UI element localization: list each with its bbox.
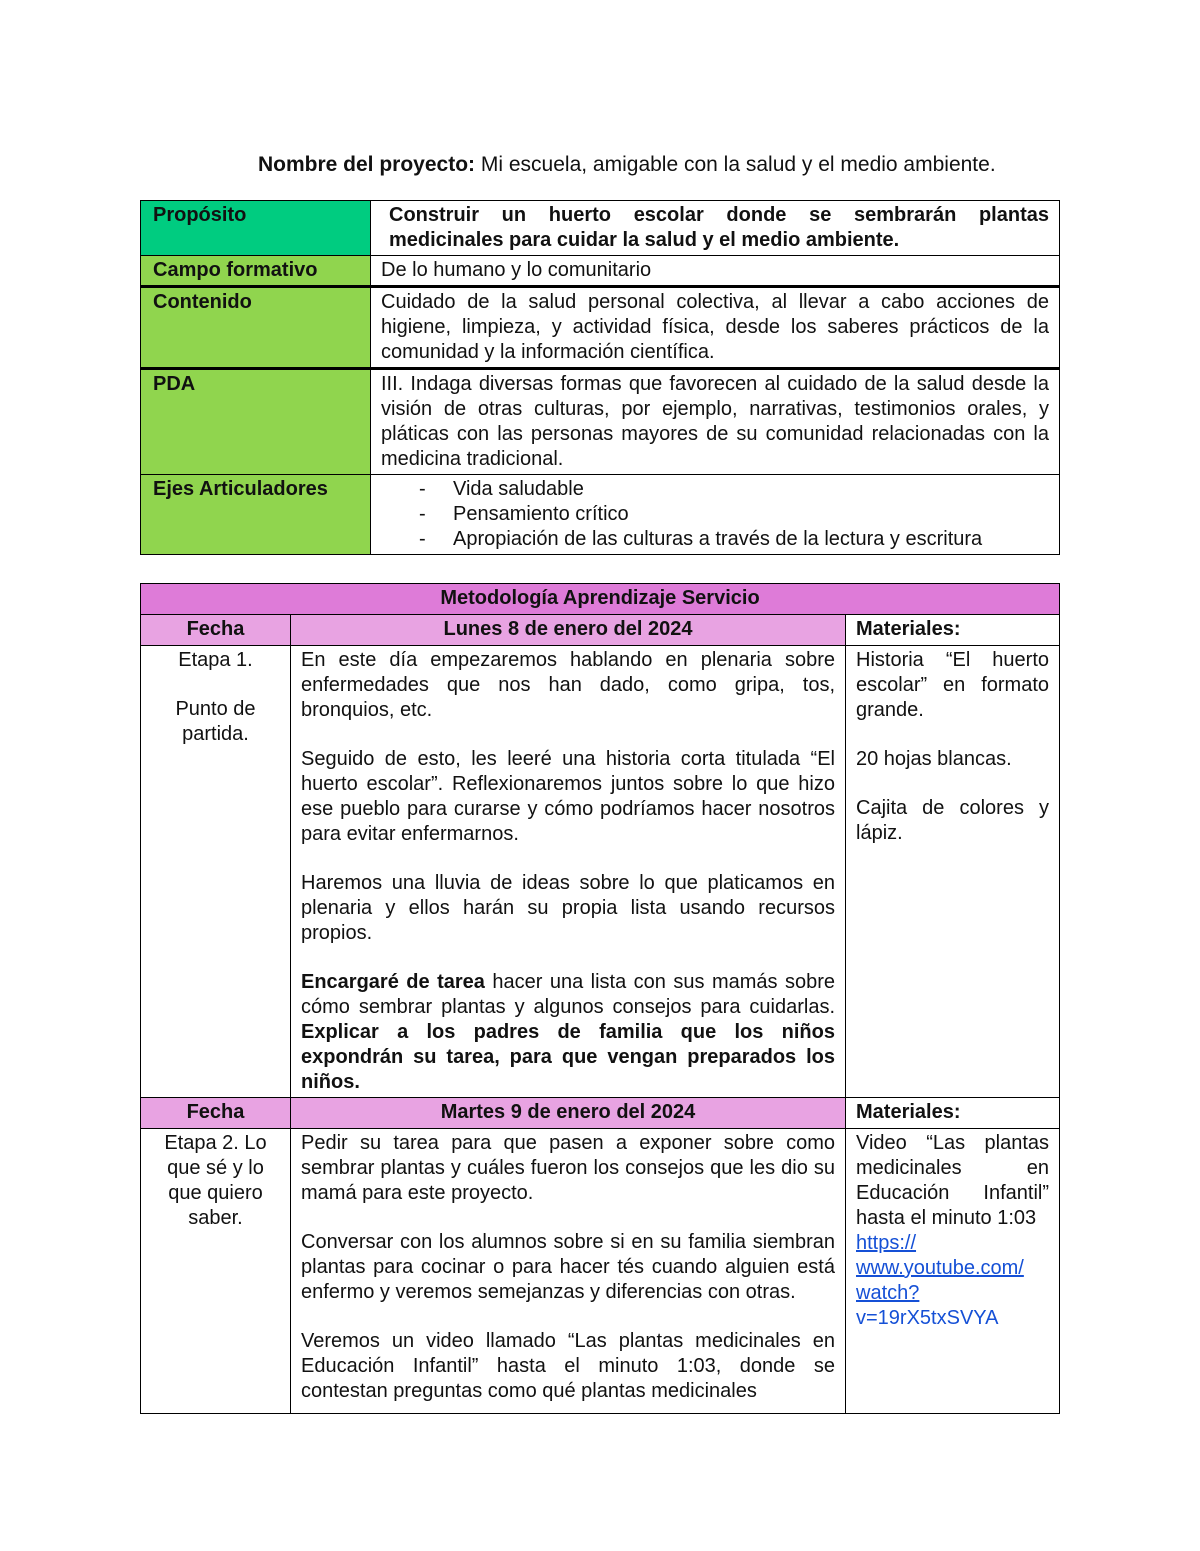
session1-fecha-label: Fecha — [141, 615, 291, 646]
session2-material-text: Video “Las plantas medicinales en Educación Infantil” hasta el minuto 1:03 — [856, 1132, 1050, 1229]
session2-paragraph: Veremos un video llamado “Las plantas medicinales en Educación Infantil” hasta el minuto 1:03, donde se contestan preguntas como qué plantas medicinales — [301, 1330, 835, 1402]
session1-paragraph: Seguido de esto, les leeré una historia corta titulada “El huerto escolar”. Reflexionaremos juntos sobre lo que hizo ese pueblo para curarse y cómo podríamos hacer nosotros para evitar enfermarnos. — [301, 748, 835, 845]
session1-header-row — [141, 615, 1060, 646]
methodology-header-row — [141, 584, 1060, 615]
youtube-link-tail[interactable]: v=19rX5txSVYA — [856, 1307, 999, 1329]
row-contenido — [141, 287, 1060, 369]
methodology-table — [140, 583, 1060, 1414]
session1-paragraph: En este día empezaremos hablando en plenaria sobre enfermedades que nos han dado, como gripa, tos, bronquios, etc. — [301, 649, 835, 721]
row-campo-formativo — [141, 256, 1060, 287]
session2-materials — [846, 1129, 1060, 1414]
ejes-list — [381, 477, 1049, 552]
label-campo-formativo: Campo formativo — [141, 256, 371, 287]
youtube-link[interactable]: https:// www.youtube.com/ watch? — [856, 1232, 1024, 1304]
session1-parents-note: Explicar a los padres de familia que los niños expondrán su tarea, para que vengan preparados los niños. — [301, 1021, 835, 1093]
session1-stage — [141, 646, 291, 1098]
label-proposito: Propósito — [141, 201, 371, 256]
session1-stage-line1: Etapa 1. — [178, 649, 253, 671]
value-contenido: Cuidado de la salud personal colectiva, al llevar a cabo acciones de higiene, limpieza, y actividad física, desde los saberes prácticos de la comunidad y la información científica. — [371, 287, 1060, 369]
project-info-table — [140, 200, 1060, 555]
label-contenido: Contenido — [141, 287, 371, 369]
session1-stage-line2: Punto de partida. — [175, 698, 256, 745]
row-pda — [141, 369, 1060, 475]
row-ejes-articuladores — [141, 475, 1060, 555]
methodology-title: Metodología Aprendizaje Servicio — [141, 584, 1060, 615]
session2-paragraph: Conversar con los alumnos sobre si en su familia siembran plantas para cocinar o para hacer tés cuando alguien está enfermo y veremos semejanzas y diferencias con otras. — [301, 1231, 835, 1303]
session1-materials — [846, 646, 1060, 1098]
project-name: Mi escuela, amigable con la salud y el medio ambiente. — [475, 153, 996, 176]
ejes-item: - Pensamiento crítico — [419, 502, 1049, 527]
session1-body-row — [141, 646, 1060, 1098]
project-title — [258, 153, 996, 177]
session2-fecha-label: Fecha — [141, 1098, 291, 1129]
session1-activities — [291, 646, 846, 1098]
session1-paragraph — [301, 970, 835, 1095]
value-proposito: Construir un huerto escolar donde se sembrarán plantas medicinales para cuidar la salud y el medio ambiente. — [371, 201, 1060, 256]
value-campo-formativo: De lo humano y lo comunitario — [371, 256, 1060, 287]
project-label: Nombre del proyecto: — [258, 153, 476, 176]
session2-materials-label: Materiales: — [846, 1098, 1060, 1129]
ejes-item: - Apropiación de las culturas a través de la lectura y escritura — [419, 527, 1049, 552]
value-ejes-articuladores — [371, 475, 1060, 555]
label-ejes-articuladores: Ejes Articuladores — [141, 475, 371, 555]
session2-date: Martes 9 de enero del 2024 — [291, 1098, 846, 1129]
session1-homework-bold: Encargaré de tarea — [301, 971, 485, 993]
session1-material-item: 20 hojas blancas. — [856, 748, 1012, 770]
session1-date: Lunes 8 de enero del 2024 — [291, 615, 846, 646]
session1-material-item: Historia “El huerto escolar” en formato grande. — [856, 649, 1050, 721]
session1-material-item: Cajita de colores y lápiz. — [856, 797, 1050, 844]
session1-paragraph: Haremos una lluvia de ideas sobre lo que platicamos en plenaria y ellos harán su propia lista usando recursos propios. — [301, 872, 835, 944]
value-pda: III. Indaga diversas formas que favorecen al cuidado de la salud desde la visión de otras culturas, por ejemplo, narrativas, testimonios orales, y pláticas con las personas mayores de su comunidad relacionadas con la medicina tradicional. — [371, 369, 1060, 475]
session2-paragraph: Pedir su tarea para que pasen a exponer sobre como sembrar plantas y cuáles fueron los consejos que les dio su mamá para este proyecto. — [301, 1132, 835, 1204]
session2-header-row — [141, 1098, 1060, 1129]
session1-materials-label: Materiales: — [846, 615, 1060, 646]
ejes-item: - Vida saludable — [419, 477, 1049, 502]
session2-activities — [291, 1129, 846, 1414]
session2-stage: Etapa 2. Lo que sé y lo que quiero saber. — [141, 1129, 291, 1414]
session2-body-row — [141, 1129, 1060, 1414]
label-pda: PDA — [141, 369, 371, 475]
row-proposito — [141, 201, 1060, 256]
session1-homework-text: hacer una lista con sus mamás sobre cómo sembrar plantas y algunos consejos para cuidarlas. — [301, 971, 835, 1018]
